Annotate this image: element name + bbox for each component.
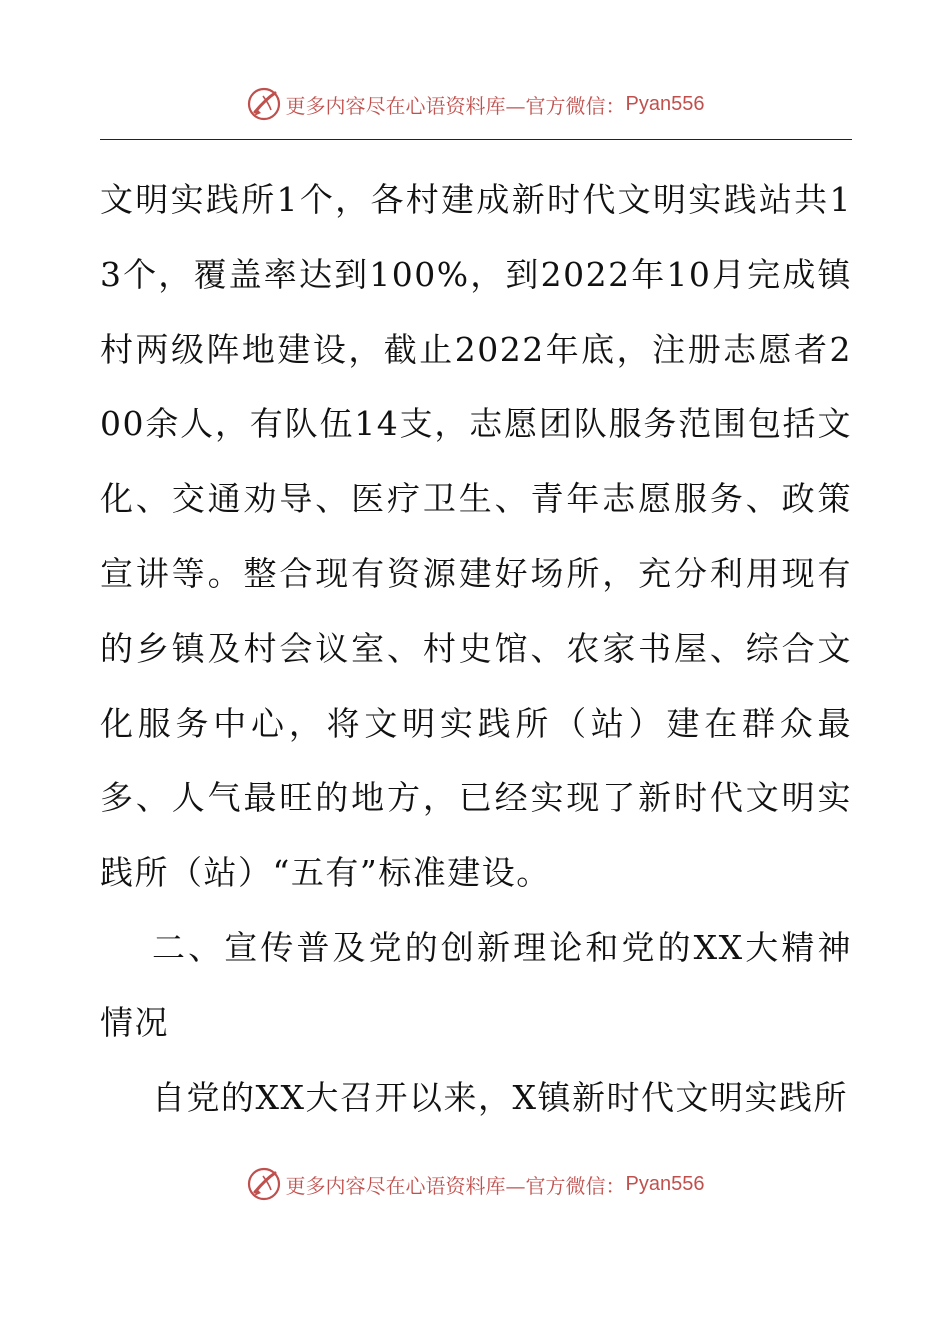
- header-contact: Pyan556: [625, 92, 705, 115]
- footer-slogan: 更多内容尽在心语资料库—官方微信：: [285, 1173, 626, 1198]
- pen-logo-icon: [246, 86, 282, 122]
- paragraph-intro: 自党的XX大召开以来，X镇新时代文明实践所: [152, 1077, 848, 1117]
- footer-contact: Pyan556: [625, 1172, 705, 1195]
- page-footer-banner: [0, 1162, 950, 1206]
- document-body: [100, 163, 852, 1135]
- section-heading: 二、宣传普及党的创新理论和党的XX大精神情况: [100, 927, 852, 1042]
- page-header-banner: [0, 82, 950, 126]
- header-divider: [100, 139, 852, 140]
- paragraph-continuation: 文明实践所1个，各村建成新时代文明实践站共13个，覆盖率达到100%，到2022年10月完成镇村两级阵地建设，截止2022年底，注册志愿者200余人，有队伍14支，志愿团队服务范围包括文化、交通劝导、医疗卫生、青年志愿服务、政策宣讲等。整合现有资源建好场所，充分利用现有的乡镇及村会议室、村史馆、农家书屋、综合文化服务中心，将文明实践所（站）建在群众最多、人气最旺的地方，已经实现了新时代文明实践所（站）“五有”标准建设。: [100, 180, 852, 893]
- header-slogan: 更多内容尽在心语资料库—官方微信：: [285, 93, 626, 118]
- pen-logo-icon: [246, 1166, 282, 1202]
